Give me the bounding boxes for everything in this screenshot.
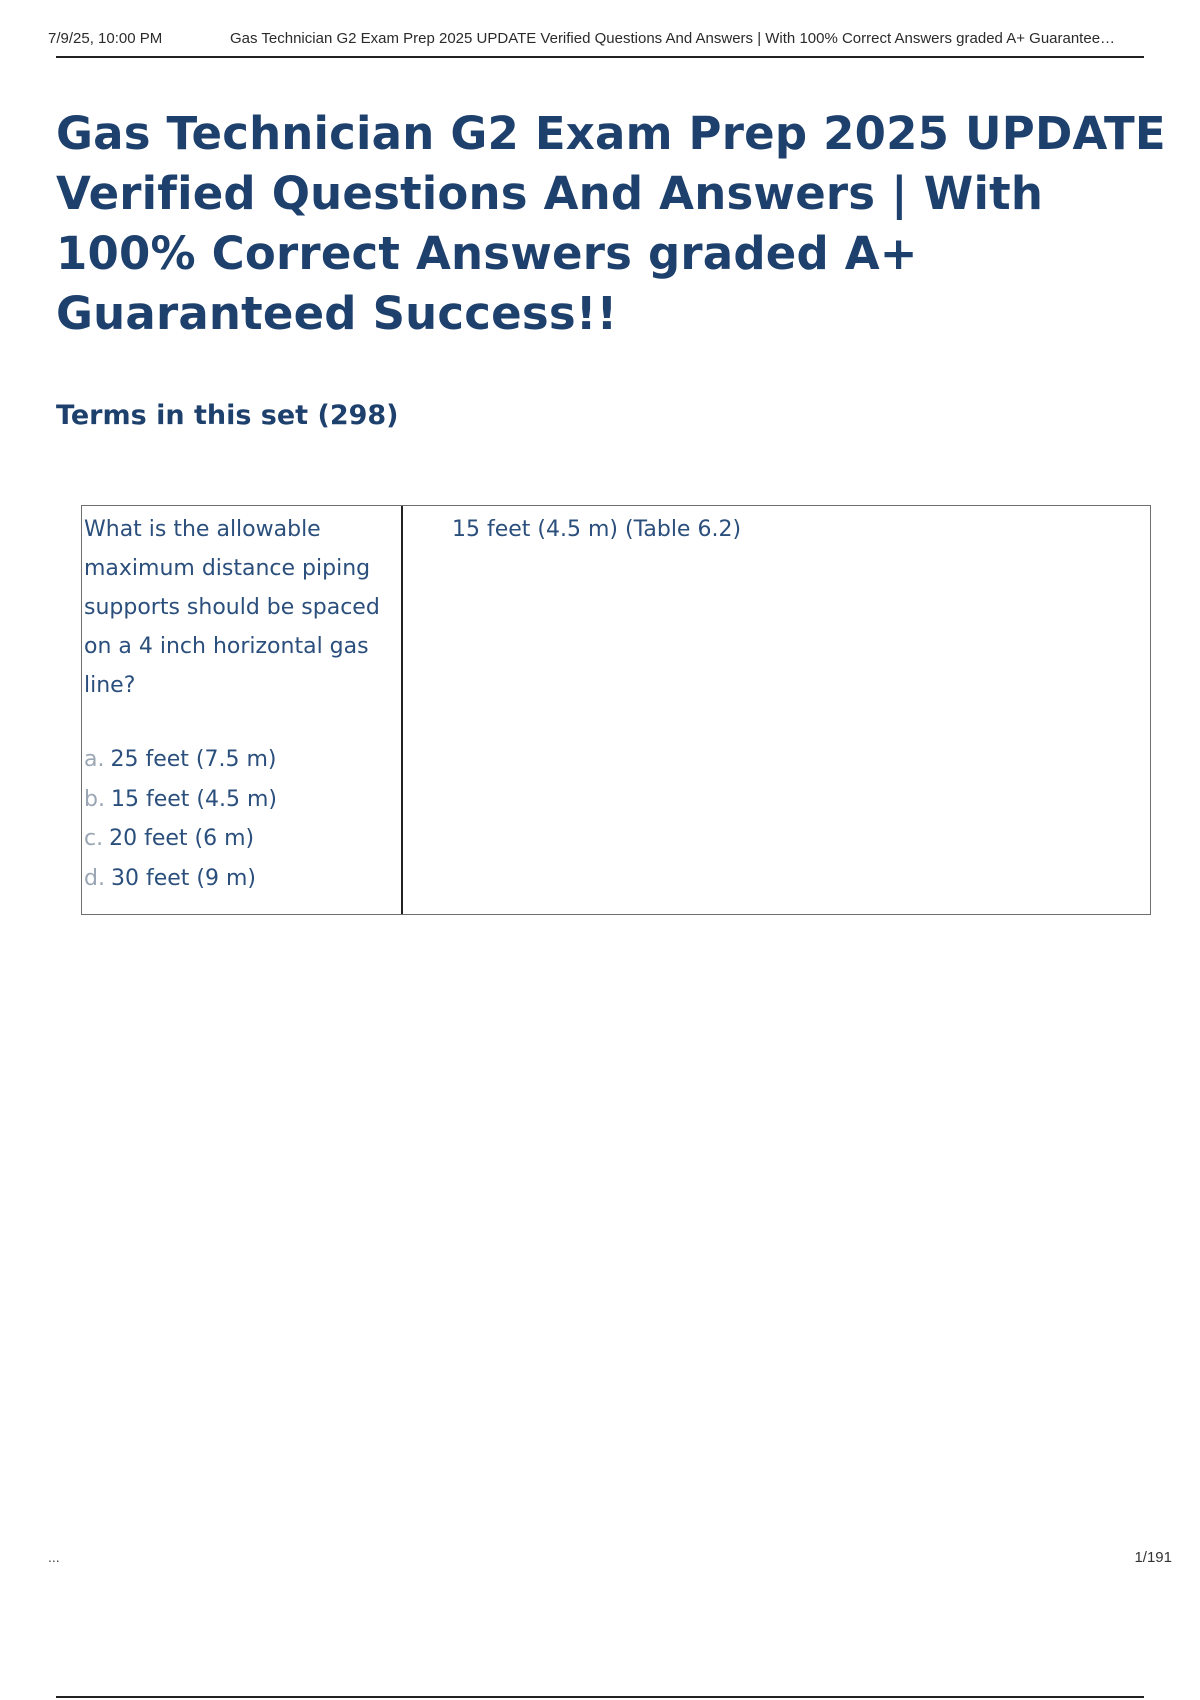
answer-options-list bbox=[84, 740, 384, 898]
print-header bbox=[48, 28, 1173, 52]
card-divider bbox=[401, 506, 403, 914]
option-text: 30 feet (9 m) bbox=[110, 865, 256, 891]
answer-option bbox=[84, 859, 384, 899]
card-answer: 15 feet (4.5 m) (Table 6.2) bbox=[452, 517, 742, 542]
answer-option bbox=[84, 819, 384, 859]
option-letter: a. bbox=[84, 747, 105, 772]
answer-option bbox=[84, 780, 384, 820]
terms-heading: Terms in this set (298) bbox=[56, 400, 399, 431]
option-letter: c. bbox=[84, 826, 104, 851]
option-text: 25 feet (7.5 m) bbox=[110, 747, 277, 772]
page-title: Gas Technician G2 Exam Prep 2025 UPDATE Verified Questions And Answers | With 100% Correct Answers graded A+ Guaranteed Success!! bbox=[56, 107, 1166, 340]
header-rule bbox=[56, 56, 1144, 58]
option-text: 15 feet (4.5 m) bbox=[110, 786, 277, 812]
print-date: 7/9/25, 10:00 PM bbox=[48, 30, 163, 47]
print-doc-title: Gas Technician G2 Exam Prep 2025 UPDATE Verified Questions And Answers | With 100% Correct Answers graded A+ Guarantee… bbox=[230, 30, 1116, 47]
flashcard bbox=[81, 505, 1151, 915]
footer-rule bbox=[56, 1696, 1144, 1698]
card-question: What is the allowable maximum distance piping supports should be spaced on a 4 inch horizontal gas line? bbox=[84, 517, 380, 698]
page-number: 1/191 bbox=[1134, 1549, 1172, 1566]
option-text: 20 feet (6 m) bbox=[109, 826, 255, 851]
option-letter: d. bbox=[84, 865, 105, 891]
footer-url-ellipsis: ... bbox=[48, 1549, 60, 1565]
option-letter: b. bbox=[84, 786, 105, 812]
answer-option bbox=[84, 740, 384, 780]
